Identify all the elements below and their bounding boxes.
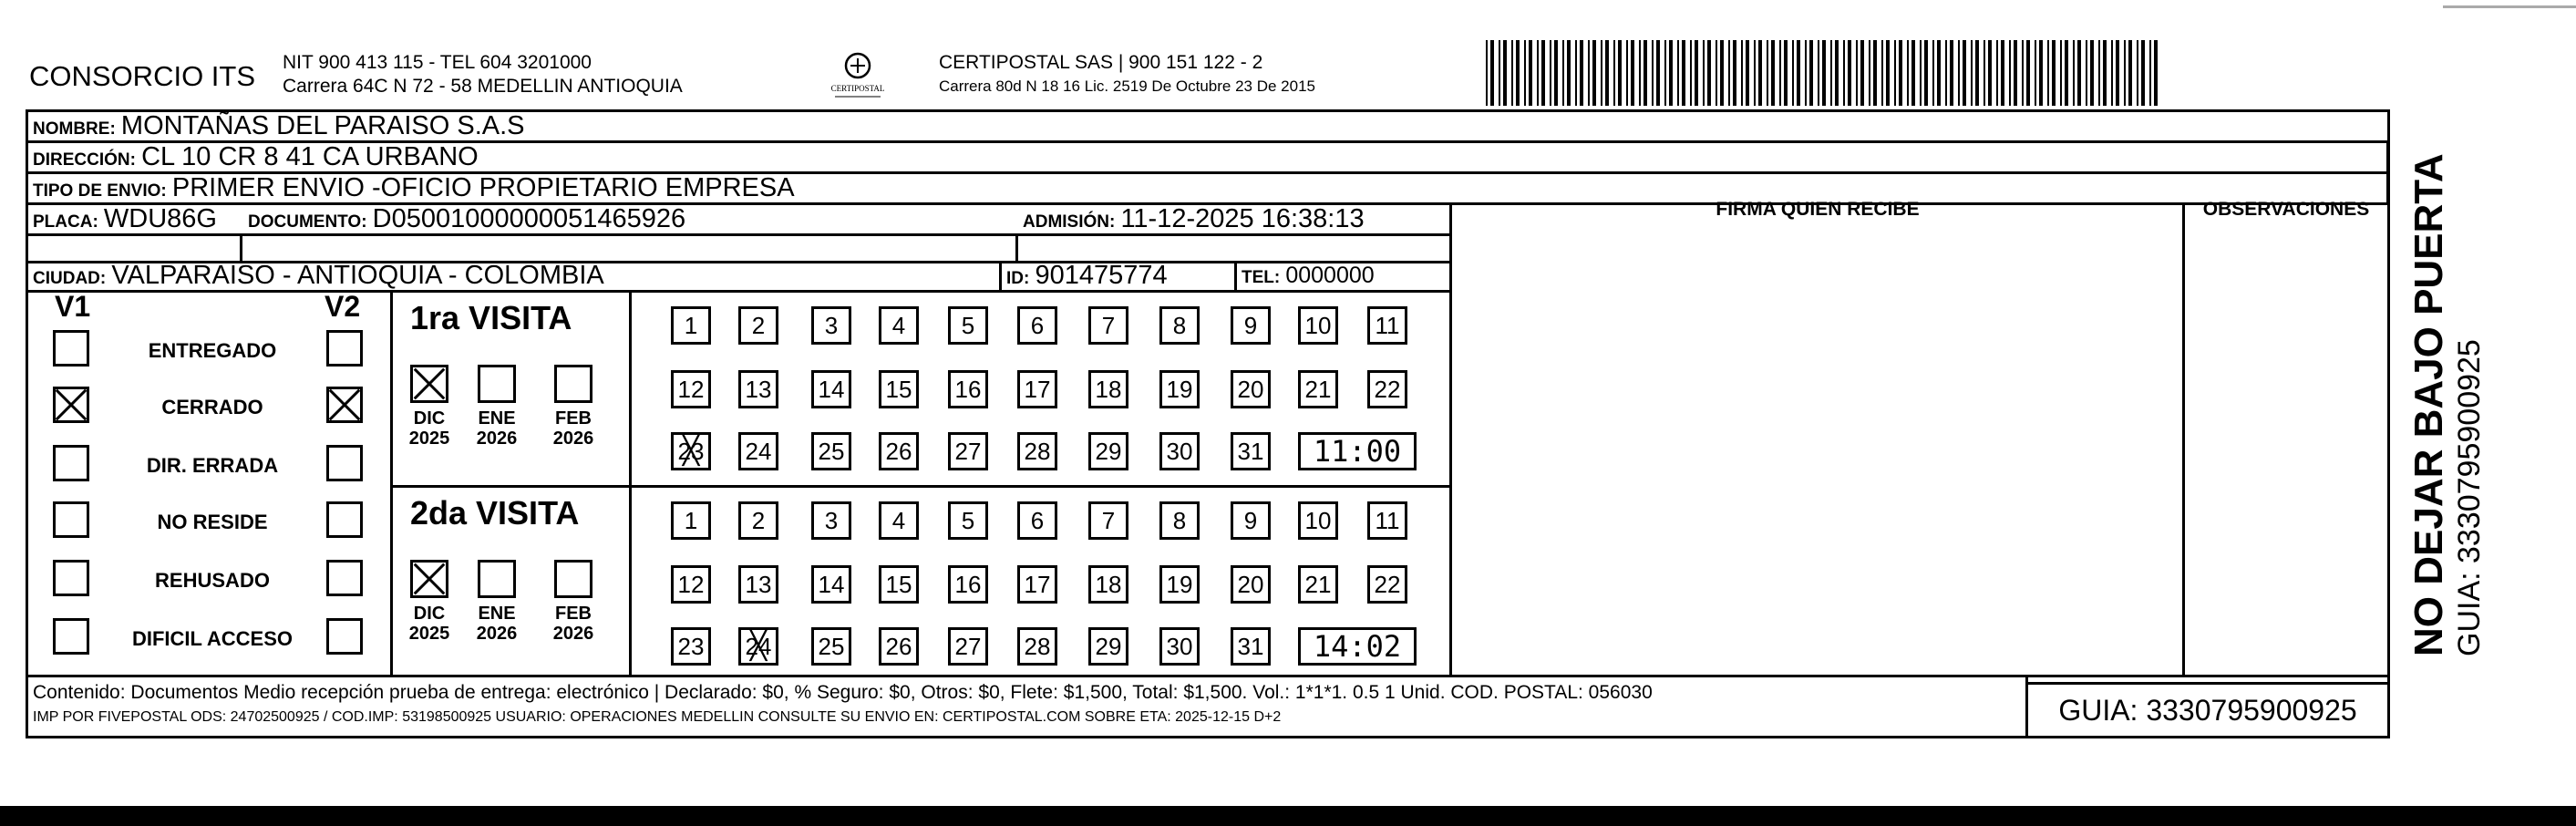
day-box[interactable]: 29 [1088, 432, 1128, 470]
day-box[interactable]: 27 [948, 627, 988, 666]
day-box[interactable]: 29 [1088, 627, 1128, 666]
day-box[interactable]: 25 [811, 432, 851, 470]
day-box[interactable]: 21 [1298, 565, 1338, 604]
day-box[interactable]: 5 [948, 501, 988, 540]
v2-checkbox-1[interactable] [326, 387, 363, 423]
svg-text:CERTIPOSTAL: CERTIPOSTAL [830, 84, 885, 93]
day-box[interactable]: 8 [1159, 306, 1200, 345]
no-dejar-bajo-puerta: NO DEJAR BAJO PUERTA [2406, 153, 2451, 656]
v2-header: V2 [325, 290, 361, 323]
v2-checkbox-5[interactable] [326, 618, 363, 655]
month-checkbox[interactable] [478, 365, 516, 403]
day-box[interactable]: 10 [1298, 501, 1338, 540]
day-box[interactable]: 10 [1298, 306, 1338, 345]
documento-field: DOCUMENTO: D05001000000051465926 [248, 204, 686, 233]
day-box[interactable]: 2 [738, 501, 778, 540]
id-field: ID: 901475774 [1006, 261, 1168, 290]
day-box[interactable]: 18 [1088, 370, 1128, 408]
day-box[interactable]: 8 [1159, 501, 1200, 540]
day-box[interactable]: 17 [1017, 370, 1057, 408]
v1-checkbox-2[interactable] [53, 445, 89, 481]
day-box[interactable]: 13 [738, 370, 778, 408]
day-box[interactable]: 6 [1017, 306, 1057, 345]
day-box[interactable]: 27 [948, 432, 988, 470]
status-reason-label: REHUSADO [155, 569, 270, 592]
day-box[interactable]: 1 [671, 501, 711, 540]
day-box[interactable]: 22 [1367, 565, 1407, 604]
day-box[interactable]: 14 [811, 370, 851, 408]
day-box[interactable]: 11 [1367, 306, 1407, 345]
v1-checkbox-3[interactable] [53, 501, 89, 538]
footer-print-line: IMP POR FIVEPOSTAL ODS: 24702500925 / COD.IMP: 53198500925 USUARIO: OPERACIONES MEDELLIN CONSULTE SU ENVIO EN: CERTIPOSTAL.COM SOBRE ETA: 2025-12-15 D+2 [33, 709, 1282, 725]
month-label [541, 604, 605, 644]
day-box[interactable]: 4 [879, 501, 919, 540]
day-box[interactable]: 23 ╳ [671, 432, 711, 470]
day-box[interactable]: 14 [811, 565, 851, 604]
day-box[interactable]: 7 [1088, 501, 1128, 540]
cert-line-1: CERTIPOSTAL SAS | 900 151 122 - 2 [939, 52, 1263, 73]
day-box[interactable]: 26 [879, 432, 919, 470]
day-box[interactable]: 12 [671, 565, 711, 604]
month-checkbox[interactable] [554, 365, 592, 403]
v2-checkbox-4[interactable] [326, 560, 363, 596]
month-checkbox[interactable] [410, 560, 448, 598]
month-name: ENE [478, 604, 516, 624]
day-box[interactable]: 28 [1017, 627, 1057, 666]
v2-checkbox-3[interactable] [326, 501, 363, 538]
footer-content-line: Contenido: Documentos Medio recepción prueba de entrega: electrónico | Declarado: $0, % Seguro: $0, Otros: $0, Flete: $1,500, Total: $1,500. Vol.: 1*1*1. 0.5 1 Unid. COD. POSTAL: 056030 [33, 682, 1653, 703]
direccion-value: CL 10 CR 8 41 CA URBANO [141, 142, 479, 171]
day-box[interactable]: 16 [948, 370, 988, 408]
firma-header: FIRMA QUIEN RECIBE [1716, 199, 1920, 220]
day-box[interactable]: 5 [948, 306, 988, 345]
tel-value: 0000000 [1285, 263, 1375, 288]
id-value: 901475774 [1035, 261, 1168, 290]
documento-value: D05001000000051465926 [372, 204, 686, 233]
admision-field: ADMISIÓN: 11-12-2025 16:38:13 [1023, 204, 1365, 233]
nombre-row: NOMBRE: MONTAÑAS DEL PARAISO S.A.S [33, 111, 525, 140]
status-reason-label: NO RESIDE [157, 511, 268, 533]
month-label [465, 604, 529, 644]
tipo-envio-row: TIPO DE ENVIO: PRIMER ENVIO -OFICIO PROPIETARIO EMPRESA [33, 173, 795, 202]
tipo-envio-value: PRIMER ENVIO -OFICIO PROPIETARIO EMPRESA [171, 173, 795, 202]
day-box[interactable]: 31 [1231, 627, 1271, 666]
day-box[interactable]: 12 [671, 370, 711, 408]
day-box[interactable]: 6 [1017, 501, 1057, 540]
day-box[interactable]: 22 [1367, 370, 1407, 408]
month-checkbox[interactable] [410, 365, 448, 403]
day-box[interactable]: 28 [1017, 432, 1057, 470]
nit-line: NIT 900 413 115 - TEL 604 3201000 [283, 52, 592, 73]
day-box[interactable]: 3 [811, 501, 851, 540]
certipostal-logo [817, 49, 899, 104]
month-year: 2026 [552, 624, 594, 644]
month-checkbox[interactable] [478, 560, 516, 598]
certipostal-info [939, 51, 1315, 98]
top-edge-line [2443, 5, 2576, 8]
placa-field: PLACA: WDU86G [33, 204, 217, 233]
bottom-edge-bar [0, 806, 2576, 826]
day-box[interactable]: 3 [811, 306, 851, 345]
day-box[interactable]: 2 [738, 306, 778, 345]
day-box[interactable]: 20 [1231, 370, 1271, 408]
visit-time: 14:02 [1298, 627, 1417, 666]
day-box[interactable]: 30 [1159, 627, 1200, 666]
day-box[interactable]: 30 [1159, 432, 1200, 470]
v1-checkbox-5[interactable] [53, 618, 89, 655]
day-box[interactable]: 1 [671, 306, 711, 345]
address-line: Carrera 64C N 72 - 58 MEDELLIN ANTIOQUIA [283, 76, 683, 97]
day-box[interactable]: 18 [1088, 565, 1128, 604]
day-box[interactable]: 26 [879, 627, 919, 666]
month-year: 2026 [552, 428, 594, 449]
side-guia: GUIA: 3330795900925 [2452, 339, 2487, 656]
ciudad-field: CIUDAD: VALPARAISO - ANTIOQUIA - COLOMBIA [33, 261, 604, 290]
cert-line-2: Carrera 80d N 18 16 Lic. 2519 De Octubre 23 De 2015 [939, 77, 1315, 95]
month-year: 2025 [408, 428, 450, 449]
v2-checkbox-2[interactable] [326, 445, 363, 481]
day-box[interactable]: 25 [811, 627, 851, 666]
day-box[interactable]: 13 [738, 565, 778, 604]
day-box[interactable]: 21 [1298, 370, 1338, 408]
month-year: 2025 [408, 624, 450, 644]
barcode [1486, 40, 2162, 106]
observaciones-header: OBSERVACIONES [2202, 199, 2370, 220]
month-name: DIC [413, 408, 446, 428]
day-box[interactable]: 20 [1231, 565, 1271, 604]
day-box[interactable]: 19 [1159, 565, 1200, 604]
placa-value: WDU86G [103, 204, 217, 233]
v1-checkbox-1[interactable] [53, 387, 89, 423]
day-box[interactable]: 31 [1231, 432, 1271, 470]
side-notice [2406, 153, 2488, 656]
status-reason-label: DIR. ERRADA [146, 454, 279, 477]
month-label [465, 408, 529, 449]
day-box[interactable]: 24 [738, 432, 778, 470]
day-box[interactable]: 17 [1017, 565, 1057, 604]
direccion-row: DIRECCIÓN: CL 10 CR 8 41 CA URBANO [33, 142, 479, 171]
v2-checkbox-0[interactable] [326, 330, 363, 367]
month-checkbox[interactable] [554, 560, 592, 598]
month-label [541, 408, 605, 449]
guia-number: GUIA: 3330795900925 [2025, 682, 2390, 738]
day-box[interactable]: 9 [1231, 501, 1271, 540]
company-name: CONSORCIO ITS [29, 60, 256, 92]
day-box[interactable]: 19 [1159, 370, 1200, 408]
status-reason-label: ENTREGADO [148, 339, 277, 362]
day-box[interactable]: 9 [1231, 306, 1271, 345]
day-box[interactable]: 4 [879, 306, 919, 345]
ciudad-value: VALPARAISO - ANTIOQUIA - COLOMBIA [111, 261, 604, 290]
month-year: 2026 [476, 624, 518, 644]
month-year: 2026 [476, 428, 518, 449]
v1-checkbox-0[interactable] [53, 330, 89, 367]
status-reason-label: DIFICIL ACCESO [131, 627, 293, 650]
month-name: DIC [413, 604, 446, 624]
day-box[interactable]: 23 [671, 627, 711, 666]
company-contact [283, 51, 683, 98]
tel-field: TEL: 0000000 [1242, 263, 1375, 288]
visit-title: 2da VISITA [410, 494, 580, 532]
day-box[interactable]: 11 [1367, 501, 1407, 540]
v1-checkbox-4[interactable] [53, 560, 89, 596]
day-box[interactable]: 15 [879, 370, 919, 408]
visit-time: 11:00 [1298, 432, 1417, 470]
admision-value: 11-12-2025 16:38:13 [1120, 204, 1365, 233]
day-box[interactable]: 16 [948, 565, 988, 604]
visit-title: 1ra VISITA [410, 299, 572, 336]
nombre-value: MONTAÑAS DEL PARAISO S.A.S [120, 111, 525, 140]
month-name: FEB [555, 604, 592, 624]
month-label [397, 604, 461, 644]
month-name: FEB [555, 408, 592, 428]
v1-header: V1 [55, 290, 91, 323]
day-box[interactable]: 15 [879, 565, 919, 604]
day-box[interactable]: 7 [1088, 306, 1128, 345]
status-reason-label: CERRADO [161, 396, 263, 418]
month-label [397, 408, 461, 449]
month-name: ENE [478, 408, 516, 428]
day-box[interactable]: 24 ╳ [738, 627, 778, 666]
